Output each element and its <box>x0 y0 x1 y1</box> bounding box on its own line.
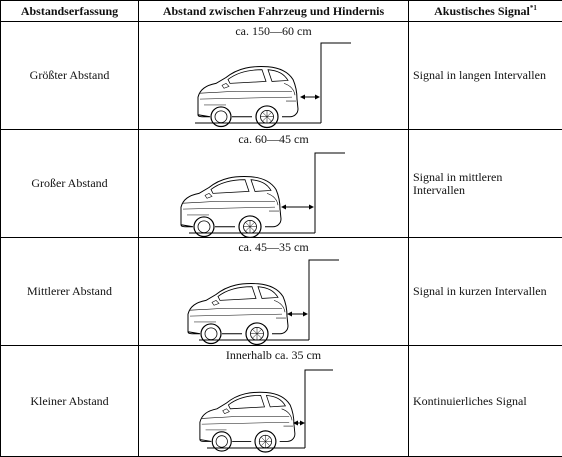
signal-description: Kontinuierliches Signal <box>409 346 562 457</box>
wall-icon <box>321 43 351 123</box>
detection-label: Größter Abstand <box>1 22 139 130</box>
detection-label: Kleiner Abstand <box>1 346 139 457</box>
table-row <box>1 346 562 457</box>
wall-icon <box>309 260 339 340</box>
table-row <box>1 130 562 238</box>
distance-range: ca. 150—60 cm <box>139 24 408 39</box>
distance-arrow-icon <box>287 312 308 317</box>
car-rear-icon <box>188 284 288 345</box>
signal-description: Signal in mittleren Intervallen <box>409 130 562 238</box>
car-rear-icon <box>181 177 281 238</box>
distance-illustration <box>139 346 409 457</box>
car-rear-icon <box>198 67 298 128</box>
distance-illustration-cell <box>139 346 409 457</box>
header-acoustic-signal <box>409 1 562 22</box>
distance-arrow-icon <box>293 421 305 426</box>
distance-illustration <box>139 22 409 130</box>
detection-label: Mittlerer Abstand <box>1 238 139 346</box>
detection-label: Großer Abstand <box>1 130 139 238</box>
distance-range: ca. 60—45 cm <box>139 132 408 147</box>
distance-range: Innerhalb ca. 35 cm <box>139 348 408 363</box>
footnote-marker: *1 <box>530 4 537 12</box>
distance-illustration <box>139 238 409 346</box>
header-distance-detection: Abstandserfassung <box>1 1 139 22</box>
wall-icon <box>305 370 333 448</box>
table-row <box>1 22 562 130</box>
distance-arrow-icon <box>300 95 320 100</box>
table-row <box>1 238 562 346</box>
distance-range: ca. 45—35 cm <box>139 240 408 255</box>
header-vehicle-obstacle-distance: Abstand zwischen Fahrzeug und Hindernis <box>139 1 409 22</box>
signal-description: Signal in langen Intervallen <box>409 22 562 130</box>
car-rear-icon <box>200 392 295 452</box>
distance-illustration <box>139 130 409 238</box>
table-header-row <box>1 1 562 22</box>
header-acoustic-signal-text: Akustisches Signal <box>434 4 530 18</box>
distance-illustration-cell <box>139 22 409 130</box>
signal-description: Signal in kurzen Intervallen <box>409 238 562 346</box>
distance-illustration-cell <box>139 238 409 346</box>
distance-arrow-icon <box>281 205 314 210</box>
wall-icon <box>315 153 345 233</box>
distance-illustration-cell <box>139 130 409 238</box>
